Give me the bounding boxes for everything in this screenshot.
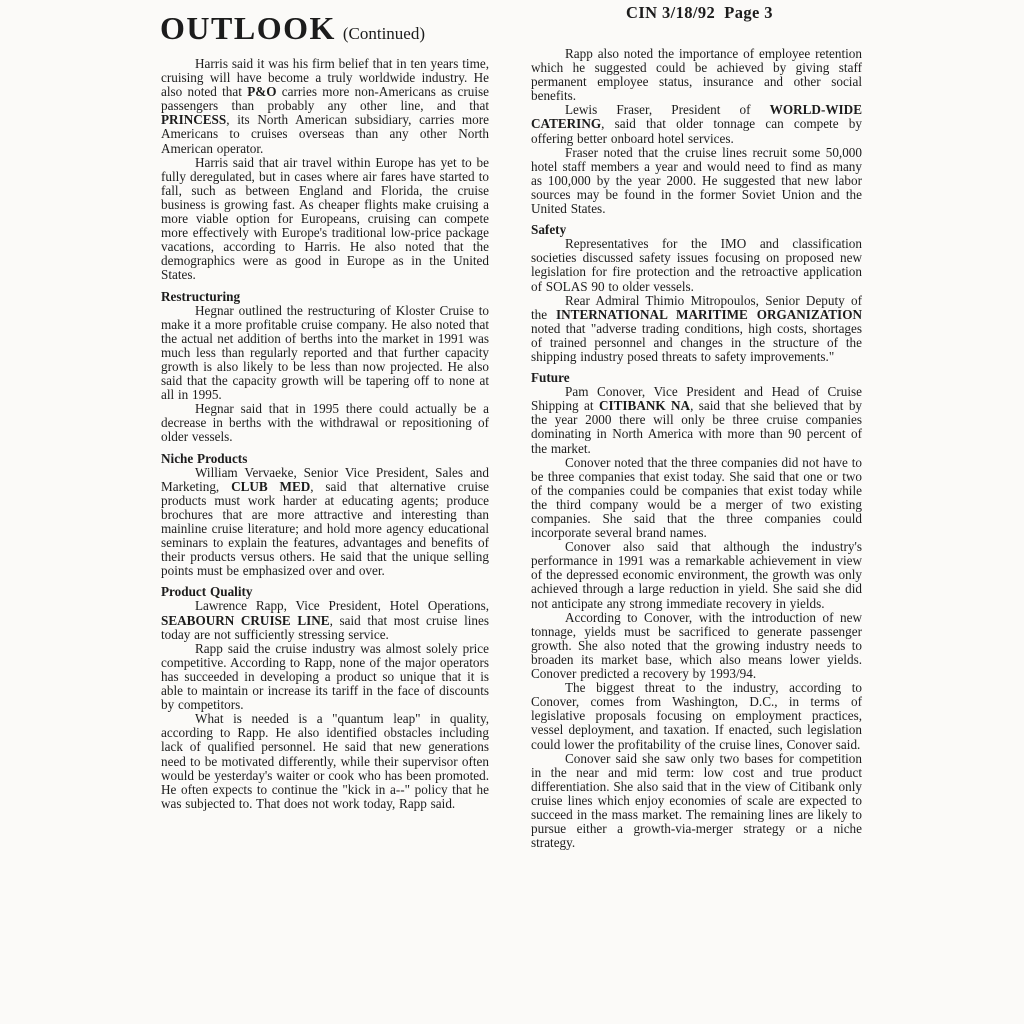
- paragraph: Fraser noted that the cruise lines recruit some 50,000 hotel staff members a year and would need to find as many as 100,000 by the year 2000. He suggested that new labor sources may be found in the former Soviet Union and the United States.: [531, 144, 862, 217]
- paragraph: Representatives for the IMO and classification societies discussed safety issues focusing on proposed new legislation for fire protection and the retroactive application of SOLAS 90 to older vessels.: [531, 236, 862, 294]
- paragraph: Hegnar said that in 1995 there could actually be a decrease in berths with the withdrawal or repositioning of older vessels.: [161, 401, 489, 445]
- article-title-text: OUTLOOK: [160, 10, 336, 46]
- article-title-continued-label: (Continued): [342, 24, 426, 43]
- right-column: [531, 47, 862, 850]
- paragraph: Harris said it was his firm belief that in ten years time, cruising will have become a truly worldwide industry. He also noted that P&O carries more non-Americans as cruise passengers than probably any other line, and that PRINCESS, its North American subsidiary, carries more Americans to cruises overseas than any other North American operator.: [161, 56, 489, 156]
- article-title: [160, 10, 425, 47]
- paragraph: Conover said she saw only two bases for competition in the near and mid term: low cost and true product differentiation. She also said that in the view of Citibank only cruise lines which enjoy economies of scale are expected to succeed in the mass market. The remaining lines are likely to pursue either a growth-via-merger strategy or a niche strategy.: [531, 750, 862, 851]
- paragraph: Hegnar outlined the restructuring of Kloster Cruise to make it a more profitable cruise company. He also noted that the actual net addition of berths into the market in 1991 was much less than regularly reported and that further capacity growth is also likely to be less than now projected. He also said that the capacity growth will be tapering off to none at all in 1995.: [161, 302, 489, 403]
- section-heading: Restructuring: [161, 288, 241, 304]
- paragraph: Conover also said that although the industry's performance in 1991 was a remarkable achievement in view of the depressed economic environment, the growth was only achieved through a large reduction in yield. She said she did not anticipate any strong immediate recovery in yields.: [531, 539, 862, 611]
- section-heading: Safety: [531, 222, 567, 238]
- paragraph: Conover noted that the three companies did not have to be three companies that exist today. She said that one or two of the companies could be companies that exist today while the third company would be a merger of two existing companies. She said that the three companies could incorporate several brand names.: [531, 454, 862, 541]
- paragraph: The biggest threat to the industry, according to Conover, comes from Washington, D.C., in terms of legislative proposals focusing on employment practices, vessel deployment, and taxation. If enacted, such legislation could lower the profitability of the cruise lines, Conover said.: [531, 680, 862, 752]
- left-column: [161, 57, 489, 811]
- section-heading: Future: [531, 370, 570, 386]
- section-heading: Niche Products: [161, 450, 248, 466]
- paragraph: Pam Conover, Vice President and Head of Cruise Shipping at CITIBANK NA, said that she believed that by the year 2000 there will only be three cruise companies dominating in North America with more than 90 percent of the market.: [531, 384, 863, 456]
- paragraph: According to Conover, with the introduction of new tonnage, yields must be sacrificed to generate passenger growth. She also noted that the growing industry needs to broaden its market base, which also means lower yields. Conover predicted a recovery by 1993/94.: [531, 609, 862, 682]
- paragraph: Lawrence Rapp, Vice President, Hotel Operations, SEABOURN CRUISE LINE, said that most cruise lines today are not sufficiently stressing service.: [161, 598, 490, 642]
- paragraph: Rear Admiral Thimio Mitropoulos, Senior Deputy of the INTERNATIONAL MARITIME ORGANIZATION noted that "adverse trading conditions, high costs, shortages of trained personnel and changes in the structure of the shipping industry posed threats to safety improvements.": [531, 292, 862, 364]
- paragraph: Rapp said the cruise industry was almost solely price competitive. According to Rapp, none of the major operators has succeeded in developing a product so unique that it is able to maintain or increase its tariff in the face of discounts by competitors.: [161, 640, 489, 713]
- paragraph: Lewis Fraser, President of WORLD-WIDE CATERING, said that older tonnage can compete by offering better onboard hotel services.: [531, 102, 862, 146]
- paragraph: William Vervaeke, Senior Vice President, Sales and Marketing, CLUB MED, said that alternative cruise products must work harder at educating agents; produce brochures that are more attractive and interesting than mainline cruise literature; and hold more agency educational seminars to explain the features, advantages and benefits of their products versus others. He said that the unique selling points must be emphasized over and over.: [161, 464, 490, 579]
- paragraph: What is needed is a "quantum leap" in quality, according to Rapp. He also identified obstacles including lack of qualified personnel. He said that new generations need to be motivated differently, while their supervisor often would be yesterday's waiter or cook who has been promoted. He often expects to continue the "kick in a--" policy that he was subjected to. That does not work today, Rapp said.: [161, 711, 489, 811]
- paragraph: Rapp also noted the importance of employee retention which he suggested could be achieved by giving staff permanent employee status, insurance and other social benefits.: [531, 46, 862, 104]
- paragraph: Harris said that air travel within Europe has yet to be fully deregulated, but in cases where air fares have started to fall, such as between England and Florida, the cruise business is growing fast. As cheaper flights make cruising a more viable option for Europeans, cruising can compete more effectively with Europe's traditional low-price package vacations, according to Harris. He also noted that the demographics were as good in Europe as in the United States.: [161, 154, 489, 283]
- page-header-issue-line: CIN 3/18/92 Page 3: [626, 3, 773, 22]
- section-heading: Product Quality: [161, 584, 253, 600]
